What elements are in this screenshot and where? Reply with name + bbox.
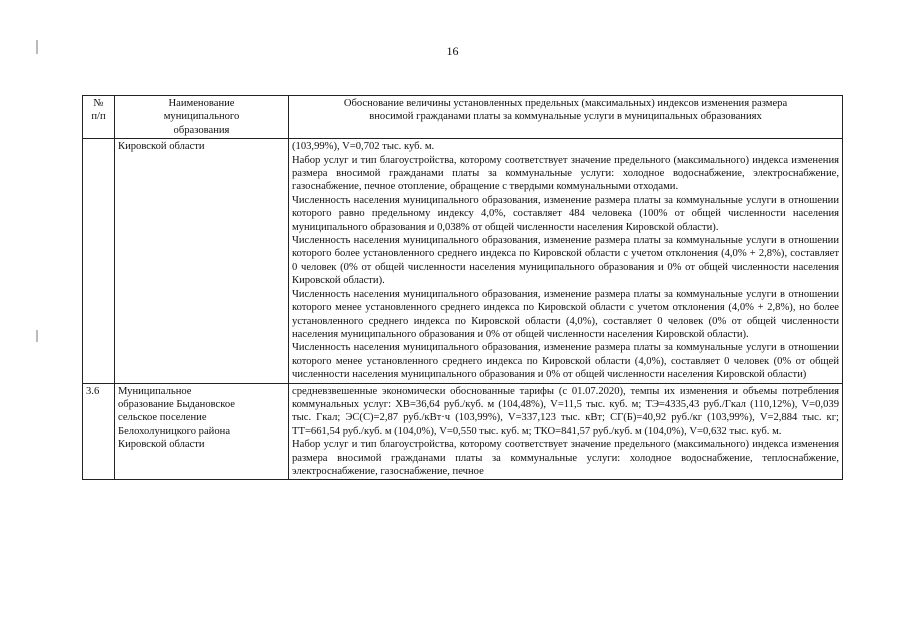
- paragraph: Набор услуг и тип благоустройства, которому соответствует значение предельного (максимального) индекса изменения размера вносимой гражданами платы за коммунальные услуги: холодное водоснабжение, теплоснабжение, электроснабжение, газоснабжение, печное: [292, 439, 839, 477]
- row-number: [83, 139, 115, 383]
- table-row: [83, 139, 843, 383]
- indices-table: [82, 95, 843, 480]
- header-justification: Обоснование величины установленных предельных (максимальных) индексов изменения размера вносимой гражданами платы за коммунальные услуги в муниципальных образованиях: [289, 96, 843, 139]
- paragraph: (103,99%), V=0,702 тыс. куб. м.: [292, 141, 435, 153]
- header-number: № п/п: [83, 96, 115, 139]
- justification-cell: [289, 139, 843, 383]
- page-number: 16: [446, 44, 459, 58]
- table-header-row: [83, 96, 843, 139]
- binding-mark-top: [36, 40, 38, 54]
- municipality-name: Кировской области: [115, 139, 289, 383]
- row-number: 3.6: [83, 383, 115, 480]
- paragraph: Численность населения муниципального образования, изменение размера платы за коммунальные услуги в отношении которого менее установленного среднего индекса по Кировской области с учетом отклонения (4,0% + 2,8%), но более установленного среднего индекса по Кировской области (4,0%), составляет 0 человек (0% от общей численности населения муниципального образования и 0% от общей численности населения Кировской области).: [292, 288, 839, 340]
- header-municipality: Наименование муниципального образования: [115, 96, 289, 139]
- paragraph: Набор услуг и тип благоустройства, которому соответствует значение предельного (максимального) индекса изменения размера вносимой гражданами платы за коммунальные услуги: холодное водоснабжение, электроснабжение, газоснабжение, печное отопление, обращение с твердыми коммунальными отходами.: [292, 154, 839, 193]
- paragraph: Численность населения муниципального образования, изменение размера платы за коммунальные услуги в отношении которого менее установленного среднего индекса по Кировской области (4,0%), составляет 0 человек (0% от общей численности населения муниципального образования и 0% от общей численности населения Кировской области): [292, 342, 839, 381]
- paragraph: Численность населения муниципального образования, изменение размера платы за коммунальные услуги в отношении которого более установленного среднего индекса по Кировской области с учетом отклонения (4,0% + 2,8%), составляет 0 человек (0% от общей численности населения муниципального образования и 0% от общей численности населения Кировской области).: [292, 235, 839, 287]
- table-row: [83, 383, 843, 480]
- paragraph: Численность населения муниципального образования, изменение размера платы за коммунальные услуги в отношении которого равно предельному индексу 4,0%, составляет 484 человека (100% от общей численности населения муниципального образования и 0,038% от общей численности населения Кировской области).: [292, 194, 839, 233]
- paragraph: средневзвешенные экономически обоснованные тарифы (с 01.07.2020), темпы их изменения и объемы потребления коммунальных услуг: ХВ=36,64 руб./куб. м (104,48%), V=11,5 тыс. куб. м; ТЭ=4335,43 руб./Гкал (110,12%), V=0,039 тыс. Гкал; ЭС(С)=2,87 руб./кВт·ч (103,99%), V=337,123 тыс. кВт; СГ(Б)=40,92 руб./кг (103,99%), V=2,884 тыс. кг; ТТ=661,54 руб./куб. м (104,0%), V=0,550 тыс. куб. м; ТКО=841,57 руб./куб. м (104,0%), V=0,632 тыс. куб. м.: [292, 385, 839, 437]
- justification-cell: [289, 383, 843, 480]
- binding-mark-middle: [36, 330, 38, 342]
- municipality-name: Муниципальное образование Быдановское сельское поселение Белохолуницкого района Кировской области: [115, 383, 289, 480]
